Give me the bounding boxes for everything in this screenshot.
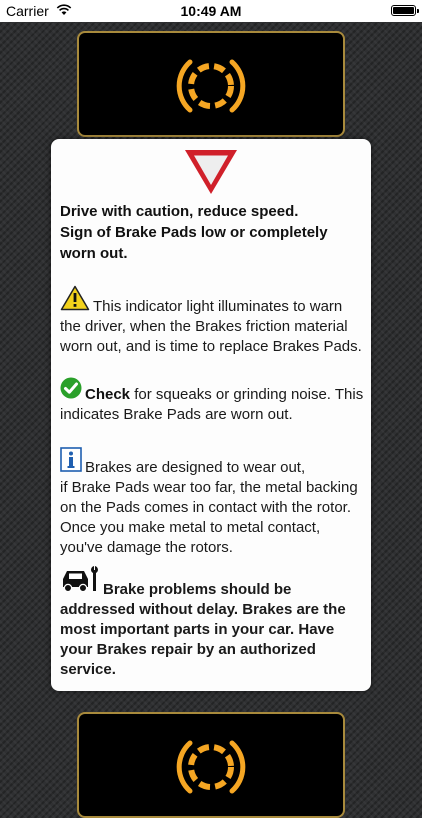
- warning-text: This indicator light illuminates to warn the driver, when the Brakes friction material worn out, and is time to replace Brakes Pads.: [60, 298, 362, 355]
- check-paragraph: [60, 377, 366, 425]
- status-time: 10:49 AM: [180, 3, 242, 19]
- info-paragraph: [60, 447, 366, 558]
- info-icon: [60, 447, 82, 478]
- info-text-line-2: if Brake Pads wear too far, the metal backing on the Pads comes in contact with the rotor. Once you make metal to metal contact, you've damage the rotors.: [60, 479, 358, 556]
- brake-warning-indicator-icon: [175, 50, 247, 122]
- brake-warning-indicator-icon-next: [175, 731, 247, 803]
- check-bold-label: Check: [85, 386, 131, 403]
- info-card: [51, 139, 371, 691]
- status-bar: [0, 0, 422, 22]
- carrier-label: Carrier: [6, 3, 49, 19]
- repair-text: Brake problems should be addressed without delay. Brakes are the most important parts in your car. Have your Brakes repair by an authorized service.: [60, 581, 346, 678]
- battery-icon: [391, 5, 416, 16]
- headline-line-1: Drive with caution, reduce speed.: [60, 203, 299, 220]
- car-repair-icon: [60, 564, 100, 600]
- warning-triangle-icon: [60, 285, 90, 317]
- check-text: for squeaks or grinding noise. This indicates Brake Pads are worn out.: [60, 386, 364, 423]
- check-circle-icon: [60, 377, 82, 405]
- headline-line-2: Sign of Brake Pads low or completely worn out.: [60, 224, 328, 262]
- repair-paragraph: [60, 564, 366, 680]
- yield-sign-icon: [182, 147, 240, 197]
- info-text-line-1: Brakes are designed to wear out,: [85, 459, 306, 476]
- caution-headline: [60, 201, 360, 264]
- warning-paragraph: [60, 285, 366, 357]
- next-indicator-panel: [77, 712, 345, 818]
- brake-indicator-panel: [77, 31, 345, 137]
